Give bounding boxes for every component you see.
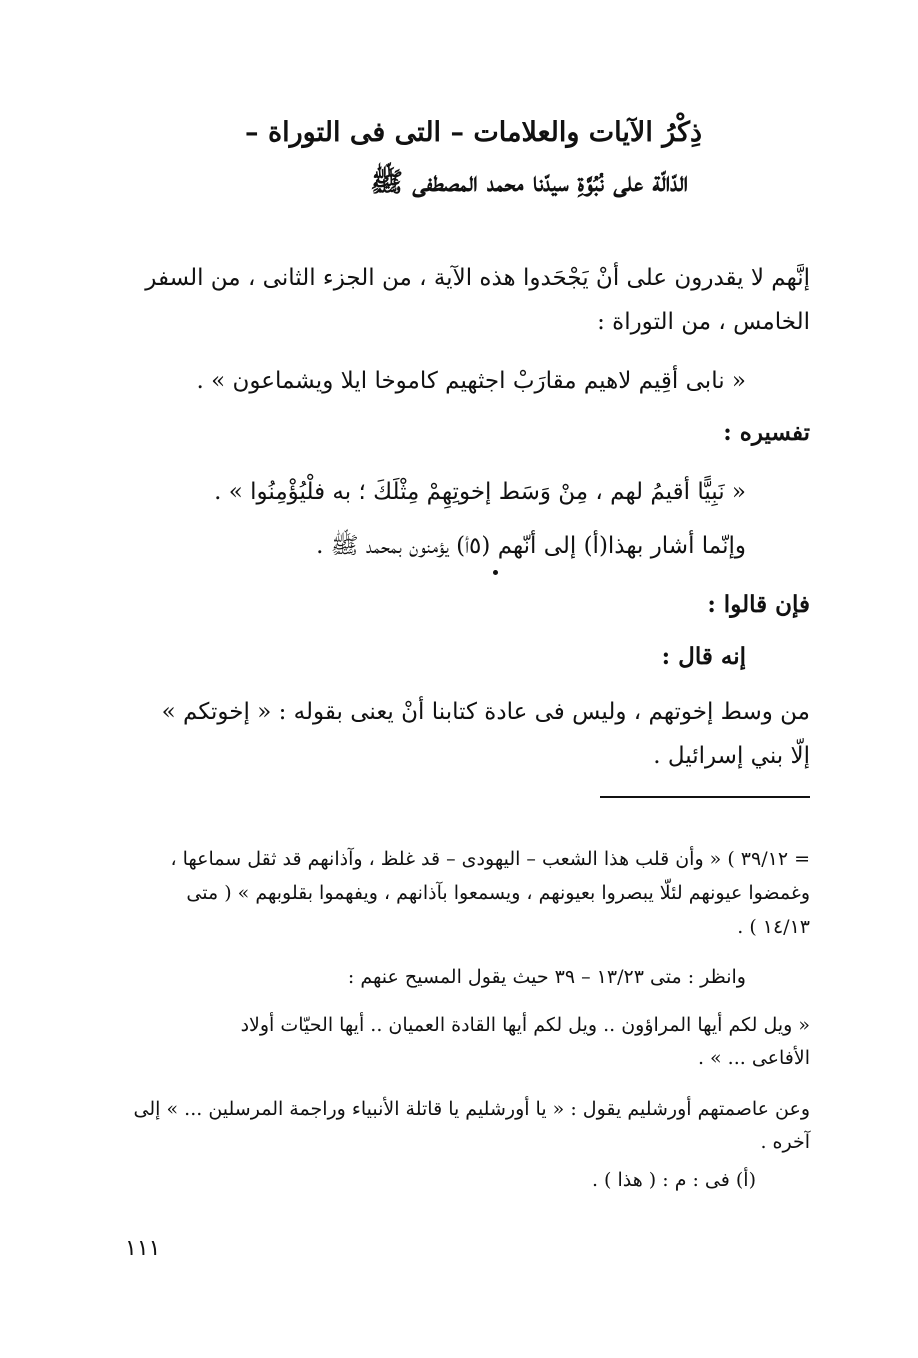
footnote-3-line-2: الأفاعى ... » . [697, 1047, 810, 1069]
footnote-4-line-1: وعن عاصمتهم أورشليم يقول : « يا أورشليم يا قاتلة الأنبياء وراجمة المرسلين ... » إلى [133, 1098, 810, 1120]
objection-heading: فإن قالوا : [707, 591, 810, 618]
paragraph-3-line-2: إلّا بني إسرائيل . [653, 743, 810, 769]
footnote-5: (أ) فى : م : ( هذا ) . [591, 1169, 756, 1191]
paragraph-2: وإنّما أشار بهذا(أ) إلى أنّهم (٥أ) يؤمنون بمحمد ﷺ . [316, 533, 746, 559]
hebrew-quote: « نابى أقِيم لاهيم مقارَبْ اجثهيم كاموخا ايلا ويشماعون » . [196, 368, 746, 394]
chapter-title-line-1: ذِكْرُ الآيات والعلامات – التى فى التوراة – [245, 117, 702, 148]
arabic-quote: « نَبِيًّا أقيمُ لهم ، مِنْ وَسَط إخوتِهِمْ مِثْلَكَ ؛ به فلْيُؤْمِنُوا » . [214, 479, 746, 505]
footnote-1-line-1: = ٣٩/١٢ ) « وأن قلب هذا الشعب – اليهودى – قد غلظ ، وآذانهم قد ثقل سماعها ، [170, 848, 810, 870]
paragraph-1-line-2: الخامس ، من التوراة : [597, 309, 810, 335]
stray-dot [493, 570, 498, 575]
page-number: ١١١ [125, 1236, 161, 1261]
answer-heading: إنه قال : [661, 643, 746, 670]
paragraph-3-line-1: من وسط إخوتهم ، وليس فى عادة كتابنا أنْ يعنى بقوله : « إخوتكم » [161, 699, 810, 725]
footnote-separator [600, 796, 810, 798]
tafsir-heading: تفسيره : [723, 419, 810, 446]
footnote-2: وانظر : متى ١٣/٢٣ – ٣٩ حيث يقول المسيح عنهم : [347, 966, 746, 988]
footnote-4-line-2: آخره . [760, 1131, 810, 1153]
paragraph-1-line-1: إنَّهم لا يقدرون على أنْ يَجْحَدوا هذه الآية ، من الجزء الثانى ، من السفر [145, 265, 810, 291]
chapter-title-line-2: الدّالّة على نُبُوَّةِ سيدّنا محمد المصطفى ﷺ [370, 167, 688, 198]
footnote-3-line-1: « ويل لكم أيها المراؤون .. ويل لكم أيها القادة العميان .. أيها الحيّات أولاد [240, 1014, 810, 1036]
footnote-1-line-2: وغمضوا عيونهم لئلّا يبصروا بعيونهم ، ويسمعوا بآذانهم ، ويفهموا بقلوبهم » ( متى [186, 882, 810, 904]
footnote-1-line-3: ١٤/١٣ ) . [737, 916, 810, 938]
